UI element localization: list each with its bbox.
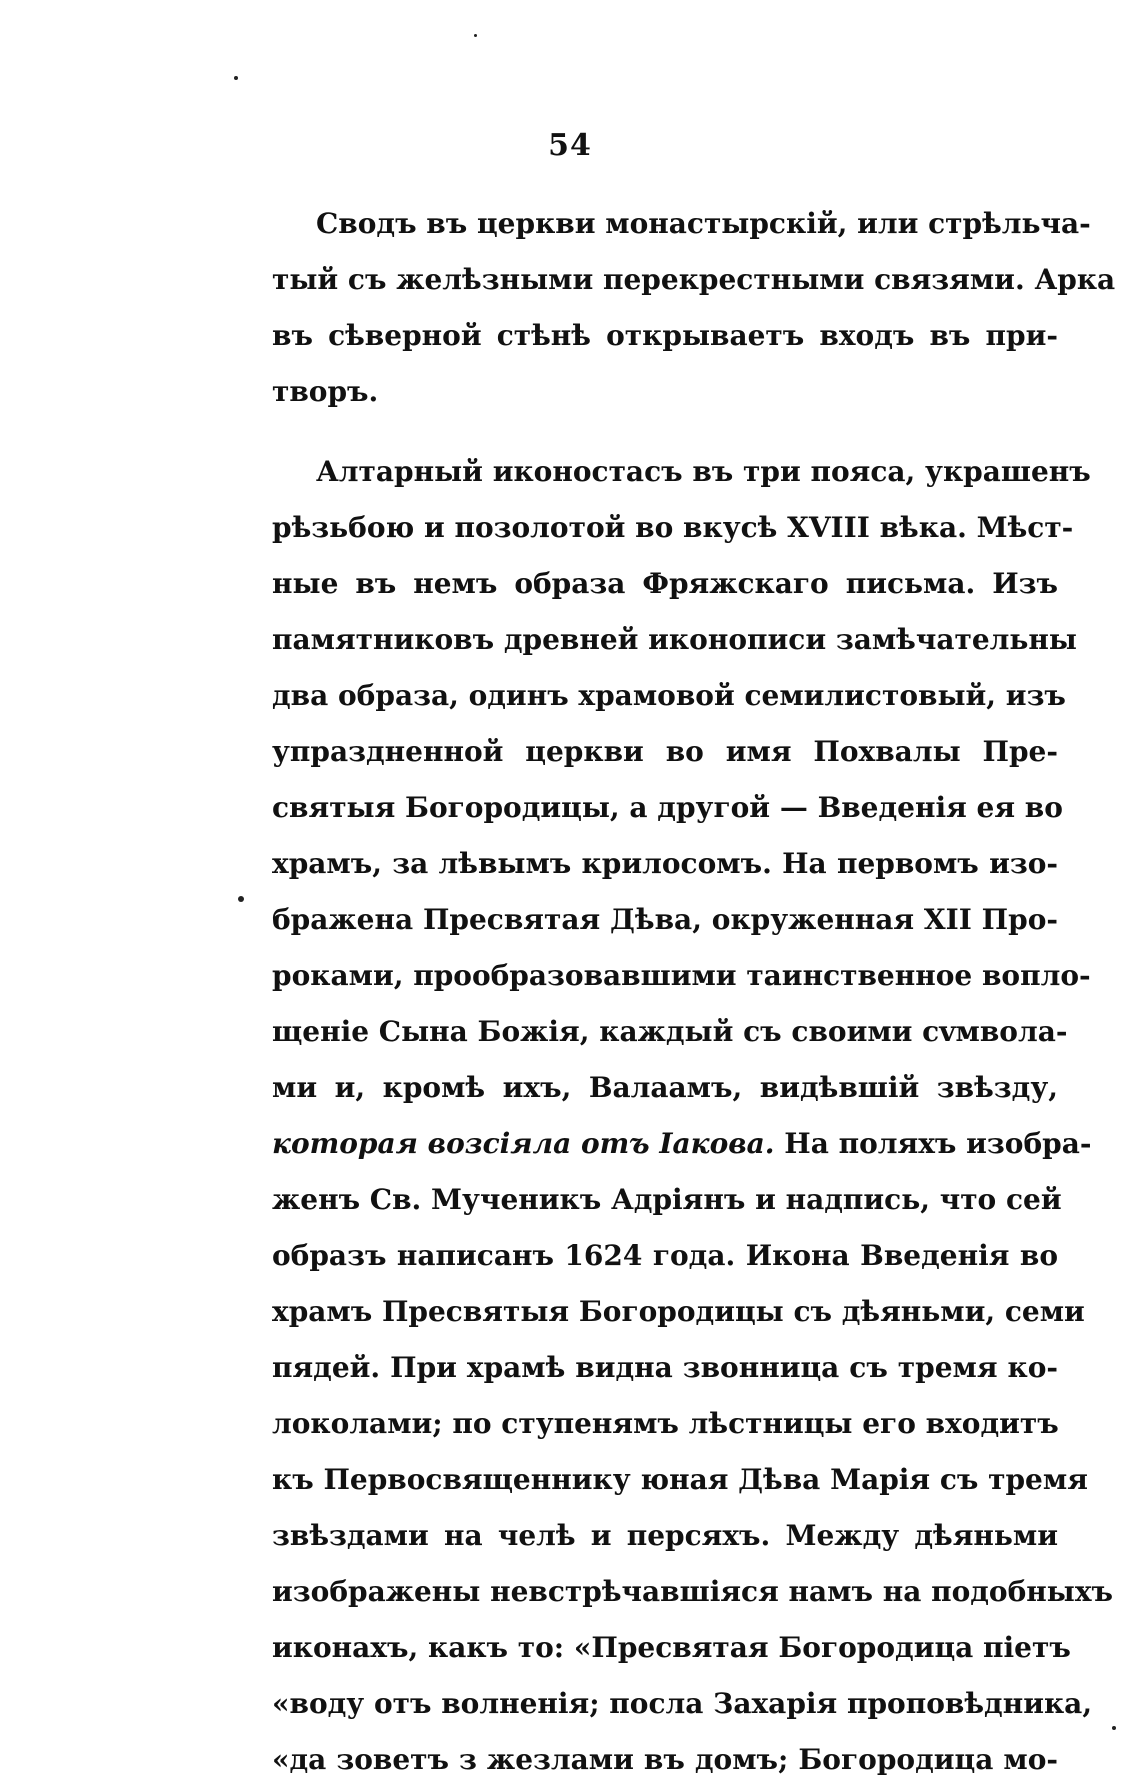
text-line-rest: На поляхъ изобра- xyxy=(774,1127,1092,1160)
text-line: храмъ Пресвятыя Богородицы съ дѣяньми, семи xyxy=(272,1295,1085,1328)
text-line: тый съ желѣзными перекрестными связями. Арка xyxy=(272,263,1116,296)
body-text xyxy=(272,196,1116,1788)
text-line: локолами; по ступенямъ лѣстницы его входитъ xyxy=(272,1407,1059,1440)
text-line: къ Первосвященнику юная Дѣва Марія съ тремя xyxy=(272,1463,1088,1496)
text-line: изображены невстрѣчавшіяся намъ на подобныхъ xyxy=(272,1575,1114,1608)
text-line: образъ написанъ 1624 года. Икона Введенія во xyxy=(272,1239,1058,1272)
page-number: 54 xyxy=(548,128,592,163)
text-line: въ сѣверной стѣнѣ открываетъ входъ въ при- xyxy=(272,319,1058,352)
text-line: памятниковъ древней иконописи замѣчательны xyxy=(272,623,1077,656)
text-line: Алтарный иконостасъ въ три пояса, украшенъ xyxy=(316,455,1091,488)
text-line: щеніе Сына Божія, каждый съ своими сvмвола- xyxy=(272,1015,1068,1048)
text-line: ные въ немъ образа Фряжскаго письма. Изъ xyxy=(272,567,1058,600)
text-line: рѣзьбою и позолотой во вкусѣ XVIII вѣка. Мѣст- xyxy=(272,511,1074,544)
text-line: иконахъ, какъ то: «Пресвятая Богородица піетъ xyxy=(272,1631,1071,1664)
text-line: роками, прообразовавшими таинственное вопло- xyxy=(272,959,1091,992)
text-line: храмъ, за лѣвымъ крилосомъ. На первомъ изо- xyxy=(272,847,1058,880)
text-line: упраздненной церкви во имя Похвалы Пре- xyxy=(272,735,1058,768)
text-line: звѣздами на челѣ и персяхъ. Между дѣяньми xyxy=(272,1519,1058,1552)
text-line: «воду отъ волненія; посла Захарія проповѣдника, xyxy=(272,1687,1093,1720)
text-line-with-italic-quote xyxy=(272,1116,1092,1172)
paragraph xyxy=(272,444,1114,1788)
italic-quote: которая возсіяла отъ Іакова. xyxy=(272,1127,775,1160)
text-line: два образа, одинъ храмовой семилистовый, изъ xyxy=(272,679,1066,712)
text-line: творъ. xyxy=(272,375,379,408)
text-line: бражена Пресвятая Дѣва, окруженная XII Про- xyxy=(272,903,1058,936)
text-line: Сводъ въ церкви монастырскій, или стрѣльча- xyxy=(316,207,1091,240)
text-line: ми и, кромѣ ихъ, Валаамъ, видѣвшій звѣзду, xyxy=(272,1071,1058,1104)
text-line: пядей. При храмѣ видна звонница съ тремя ко- xyxy=(272,1351,1058,1384)
paragraph xyxy=(272,196,1116,420)
text-line: святыя Богородицы, а другой — Введенія ея во xyxy=(272,791,1063,824)
text-line: женъ Св. Мученикъ Адріянъ и надпись, что сей xyxy=(272,1183,1062,1216)
text-line: «да зоветъ з жезлами въ домъ; Богородица мо- xyxy=(272,1743,1058,1776)
